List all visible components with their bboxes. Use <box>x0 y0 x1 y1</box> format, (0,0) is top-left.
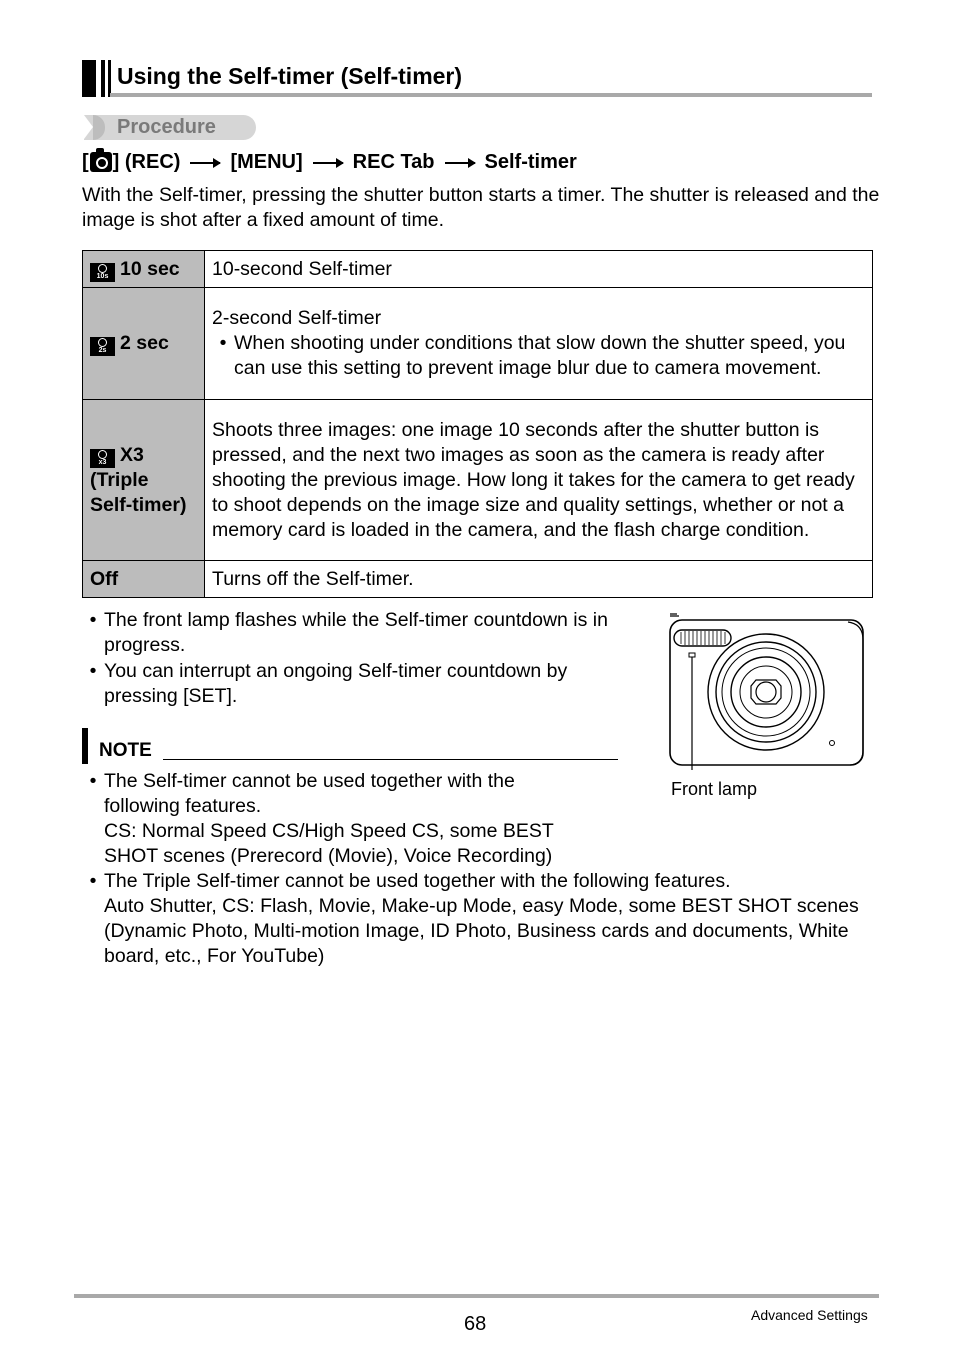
table-row <box>83 561 873 598</box>
timer-10s-icon: 10s <box>90 263 115 282</box>
table-row <box>83 400 873 561</box>
menu-path-tab: REC Tab <box>352 151 435 173</box>
list-item <box>82 769 882 869</box>
bullet-icon: • <box>219 332 227 354</box>
list-item <box>82 869 882 969</box>
setting-key: Off <box>83 561 205 598</box>
list-item <box>82 659 622 709</box>
setting-key <box>83 251 205 288</box>
bullet-icon: • <box>89 770 97 792</box>
setting-key-label: (Triple <box>90 468 149 491</box>
bullet-icon: • <box>89 660 97 682</box>
arrow-right-icon <box>190 162 220 164</box>
setting-value: Shoots three images: one image 10 seconds after the shutter button is pressed, and the next two images as soon as the camera is ready after shooting the previous image. How long it takes for the camera to get ready to shoot depends on the image size and quality settings, whether or not a memory card is loaded in the camera, and the flash charge condition. <box>205 400 873 561</box>
setting-note <box>212 331 865 381</box>
setting-key <box>83 288 205 400</box>
setting-key-label: 10 sec <box>120 257 180 280</box>
camera-front-illustration <box>665 610 870 770</box>
table-row <box>83 251 873 288</box>
menu-path-rec: ] (REC) <box>112 151 181 173</box>
heading-bar-icon <box>101 60 105 97</box>
procedure-badge-notch <box>84 115 93 139</box>
self-timer-settings-table <box>82 250 873 598</box>
setting-key-label: 2 sec <box>120 332 169 354</box>
note-text: The Triple Self-timer cannot be used together with the following features. <box>104 870 731 892</box>
note-text: The Self-timer cannot be used together with the following features. <box>104 770 515 817</box>
table-row <box>83 288 873 400</box>
setting-note-text: When shooting under conditions that slow down the shutter speed, you can use this setting to prevent image blur due to camera movement. <box>234 332 846 379</box>
footer-section-title: Advanced Settings <box>751 1307 868 1323</box>
setting-value: 10-second Self-timer <box>205 251 873 288</box>
menu-path-menu: [MENU] <box>230 151 303 173</box>
note-rule <box>163 759 618 760</box>
bullet-list <box>82 608 622 709</box>
setting-key-label: Self-timer) <box>90 493 187 516</box>
front-lamp-callout: Front lamp <box>671 779 758 799</box>
note-text: CS: Normal Speed CS/High Speed CS, some BEST SHOT scenes (Prerecord (Movie), Voice Recording) <box>104 820 554 867</box>
list-item-text: The front lamp flashes while the Self-timer countdown is in progress. <box>104 609 608 656</box>
arrow-right-icon <box>445 162 475 164</box>
section-title: Using the Self-timer (Self-timer) <box>117 63 463 89</box>
timer-triple-icon: x3 <box>90 449 115 468</box>
setting-key-label: X3 <box>120 443 144 466</box>
list-item <box>82 608 622 658</box>
menu-path-open: [ <box>82 151 89 173</box>
timer-2s-icon: 2s <box>90 337 115 356</box>
menu-path <box>82 148 577 176</box>
procedure-label: Procedure <box>117 116 216 138</box>
bullet-icon: • <box>89 609 97 631</box>
note-text: Auto Shutter, CS: Flash, Movie, Make-up Mode, easy Mode, some BEST SHOT scenes (Dynamic Photo, Multi-motion Image, ID Photo, Business cards and documents, White board, etc., For YouTube) <box>104 895 859 967</box>
setting-value: Turns off the Self-timer. <box>205 561 873 598</box>
heading-rule <box>110 93 872 97</box>
note-bar-icon <box>82 728 88 764</box>
menu-path-item: Self-timer <box>484 151 577 173</box>
heading-bar-icon <box>108 60 111 97</box>
setting-value-text: 2-second Self-timer <box>212 307 382 329</box>
page-number: 68 <box>464 1313 487 1335</box>
camera-icon <box>90 152 112 172</box>
arrow-right-icon <box>313 162 343 164</box>
note-title: NOTE <box>99 740 152 761</box>
list-item-text: You can interrupt an ongoing Self-timer countdown by pressing [SET]. <box>104 660 568 707</box>
setting-key <box>83 400 205 561</box>
bullet-icon: • <box>89 870 97 892</box>
footer-rule <box>74 1294 879 1298</box>
setting-value <box>205 288 873 400</box>
intro-paragraph: With the Self-timer, pressing the shutter button starts a timer. The shutter is released and the image is shot after a fixed amount of time. <box>82 184 880 231</box>
heading-bar-icon <box>82 60 96 97</box>
note-list <box>82 769 882 969</box>
